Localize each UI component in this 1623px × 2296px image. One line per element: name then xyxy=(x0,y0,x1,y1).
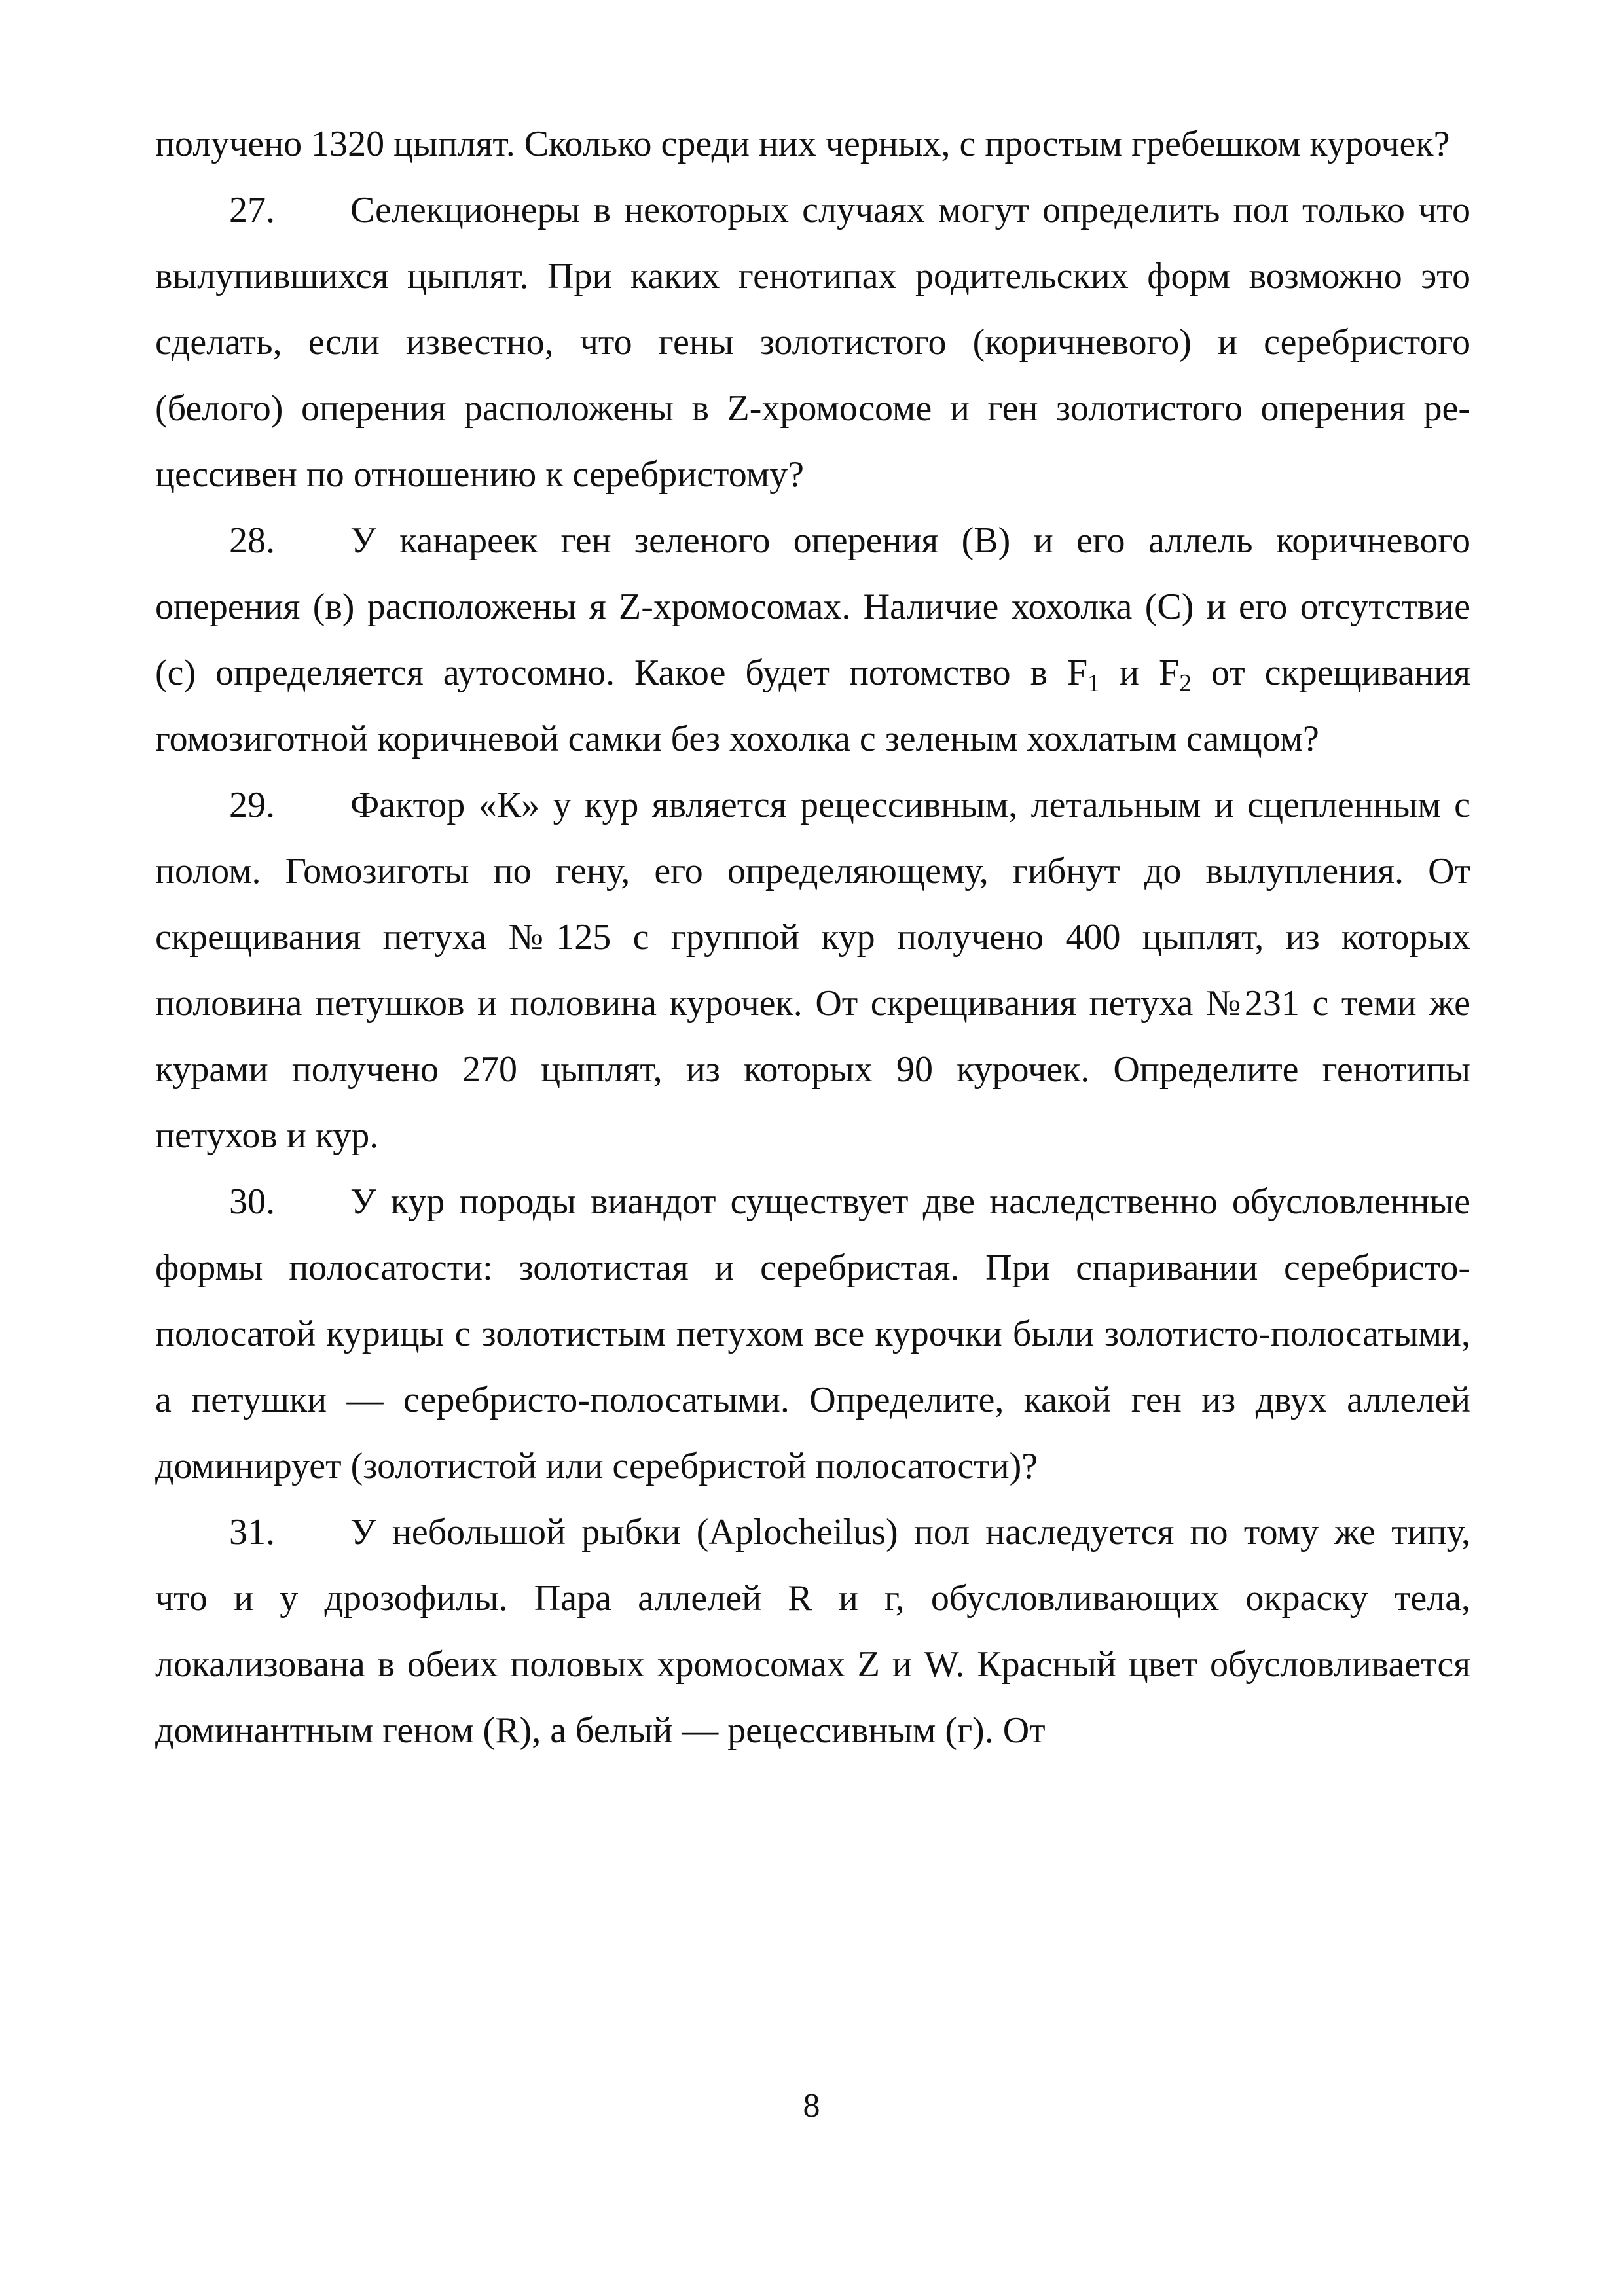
task-text: У канареек ген зеленого оперения (В) и его аллель коричневого оперения (в) расположены я Z-хромосомах. Наличие хохолка (С) и его отсутствие (с) определяется аутосомно. Какое будет потомство в F xyxy=(155,520,1470,693)
task-29 xyxy=(155,772,1470,1169)
task-27 xyxy=(155,177,1470,508)
task-number: 28. xyxy=(229,520,275,561)
subscript-2: 2 xyxy=(1179,670,1192,697)
task-text: Селекционеры в некоторых случаях могут определить пол только что вылупившихся цыплят. При каких генотипах родительских форм возможно это сделать, если известно, что гены золотистого (коричневого) и серебристого (белого) оперения расположены в Z-хромосоме и ген золотистого оперения рецессивен по отношению к серебристому? xyxy=(155,190,1470,495)
task-text: и F xyxy=(1100,653,1180,693)
task-text: У кур породы виандот существует две наследственно обусловленные формы полосатости: золотистая и серебристая. При спаривании серебристо-полосатой курицы с золотистым петухом все курочки были золотисто-полосатыми, а петушки — серебристо-полосатыми. Определите, какой ген из двух аллелей доминирует (золотистой или серебристой полосатости)? xyxy=(155,1181,1470,1486)
task-text: У небольшой рыбки (Aplocheilus) пол наследуется по тому же типу, что и у дрозофилы. Пара аллелей R и г, обусловливающих окраску тела, локализована в обеих половых хромосомах Z и W. Красный цвет обусловливается доминантным геном (R), а белый — рецессивным (г). От xyxy=(155,1512,1470,1751)
task-31 xyxy=(155,1499,1470,1764)
task-number: 30. xyxy=(229,1181,275,1222)
task-28 xyxy=(155,508,1470,772)
text-body xyxy=(155,111,1470,1764)
task-text: Фактор «К» у кур является рецессивным, летальным и сцепленным с полом. Гомозиготы по гену, его определяющему, гибнут до вылупления. От скрещивания петуха №125 с группой кур получено 400 цыплят, из которых половина петушков и половина курочек. От скрещивания петуха №231 с теми же курами получено 270 цыплят, из которых 90 курочек. Определите генотипы петухов и кур. xyxy=(155,785,1470,1156)
task-number: 29. xyxy=(229,785,275,825)
task-number: 27. xyxy=(229,190,275,230)
task-text: от скрещивания гомозиготной коричневой самки без хохолка с зеленым хохлатым самцом? xyxy=(155,653,1470,759)
subscript-1: 1 xyxy=(1087,670,1101,697)
task-number: 31. xyxy=(229,1512,275,1552)
continuation-paragraph: получено 1320 цыплят. Сколько среди них черных, с простым гребешком курочек? xyxy=(155,124,1450,164)
page-number: 8 xyxy=(803,2087,820,2125)
task-30 xyxy=(155,1169,1470,1499)
